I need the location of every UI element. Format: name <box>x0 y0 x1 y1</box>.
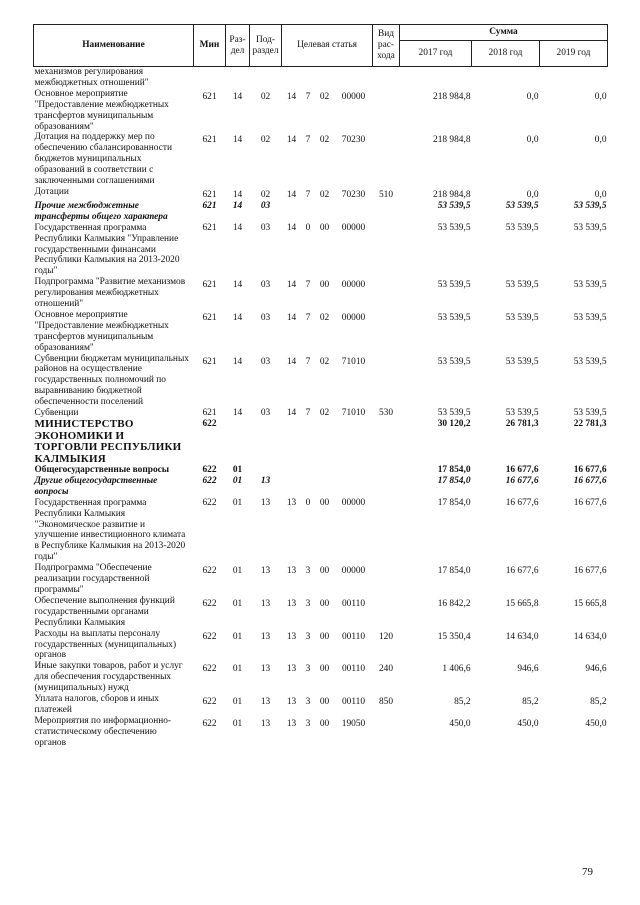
row-min: 621 <box>202 189 217 200</box>
row-min: 621 <box>202 135 217 146</box>
row-vid-rashoda <box>373 563 400 596</box>
row-min: 621 <box>202 280 217 291</box>
row-sum-2019 <box>540 67 608 89</box>
row-name: Дотация на поддержку мер по обеспечению сбалансированности бюджетов муниципальных образований в соответствии с заключенными соглашениями <box>34 132 172 187</box>
row-razdel: 01 <box>232 631 243 642</box>
row-cs-event: 00 <box>319 631 330 642</box>
row-sum-2018: 450,0 <box>517 718 539 729</box>
row-cs-program: 13 <box>286 497 297 508</box>
row-razdel: 01 <box>232 697 243 708</box>
row-cs-program <box>282 419 302 465</box>
header-summa: Сумма <box>400 25 608 41</box>
row-name: Дотации <box>34 186 69 197</box>
row-vid-rashoda: 240 <box>378 664 394 675</box>
row-min: 622 <box>202 631 217 642</box>
header-2018: 2018 год <box>472 41 540 67</box>
row-name: Прочие межбюджетные трансферты общего характера <box>34 200 168 222</box>
row-min <box>194 67 226 89</box>
row-min: 621 <box>202 408 217 419</box>
row-cs-direction: 70230 <box>341 189 366 200</box>
row-cs-event: 02 <box>319 356 330 367</box>
row-vid-rashoda <box>373 223 400 278</box>
row-cs-event: 02 <box>319 135 330 146</box>
row-name: Расходы на выплаты персоналу государственных (муниципальных) органов <box>34 628 177 661</box>
row-razdel <box>226 419 250 465</box>
row-vid-rashoda <box>373 310 400 354</box>
row-sum-2019: 53 539,5 <box>573 222 607 233</box>
row-cs-event: 00 <box>319 598 330 609</box>
table-row <box>34 310 608 354</box>
row-vid-rashoda <box>373 277 400 310</box>
row-podrazdel: 13 <box>260 566 271 577</box>
row-cs-direction: 71010 <box>341 408 366 419</box>
header-min: Мин <box>194 25 226 67</box>
row-podrazdel: 13 <box>260 664 271 675</box>
row-razdel: 01 <box>232 566 243 577</box>
row-cs-program <box>282 465 302 476</box>
row-min: 622 <box>202 465 217 475</box>
row-cs-direction: 00110 <box>341 664 366 675</box>
row-cs-direction <box>335 465 373 476</box>
row-sum-2017: 85,2 <box>454 697 471 708</box>
table-row <box>34 89 608 133</box>
row-sum-2019: 53 539,5 <box>573 280 607 291</box>
row-razdel: 14 <box>232 408 243 419</box>
row-razdel: 14 <box>232 222 243 233</box>
row-cs-program: 14 <box>286 91 297 102</box>
page-number: 79 <box>582 866 593 878</box>
row-cs-program: 14 <box>286 135 297 146</box>
header-2019: 2019 год <box>540 41 608 67</box>
row-podrazdel: 13 <box>260 497 271 508</box>
row-sum-2018: 53 539,5 <box>505 200 539 211</box>
row-min: 622 <box>202 598 217 609</box>
row-vid-rashoda <box>373 67 400 89</box>
row-sum-2018: 53 539,5 <box>505 356 539 367</box>
row-name: Уплата налогов, сборов и иных платежей <box>34 694 159 715</box>
row-razdel: 14 <box>232 91 243 102</box>
row-name: Мероприятия по информационно-статистическому обеспечению органов <box>34 715 172 748</box>
row-sum-2019: 0,0 <box>594 135 607 146</box>
row-cs-direction: 00000 <box>341 280 366 291</box>
row-cs-direction: 00110 <box>341 598 366 609</box>
row-cs-direction: 00000 <box>341 91 366 102</box>
row-sum-2018: 85,2 <box>522 697 539 708</box>
row-sum-2018: 53 539,5 <box>505 280 539 291</box>
row-cs-event <box>315 419 335 465</box>
row-cs-program <box>282 201 302 223</box>
row-razdel: 01 <box>232 664 243 675</box>
row-name: Подпрограмма "Развитие механизмов регулирования межбюджетных отношений" <box>34 277 186 310</box>
row-razdel: 01 <box>232 465 243 475</box>
row-name: МИНИСТЕРСТВО ЭКОНОМИКИ И ТОРГОВЛИ РЕСПУБЛИКИ КАЛМЫКИЯ <box>34 418 182 465</box>
table-row <box>34 716 608 749</box>
row-sum-2018: 53 539,5 <box>505 312 539 323</box>
row-razdel: 14 <box>232 280 243 291</box>
table-row <box>34 67 608 89</box>
row-cs-direction: 00000 <box>341 222 366 233</box>
table-row <box>34 201 608 223</box>
row-cs-direction: 00000 <box>341 497 366 508</box>
row-sum-2019: 16 677,6 <box>573 465 607 475</box>
row-cs-event: 00 <box>319 718 330 729</box>
row-cs-program: 13 <box>286 664 297 675</box>
row-cs-direction <box>335 419 373 465</box>
row-sum-2018 <box>472 67 540 89</box>
header-vid-rashoda: Вид рас- хода <box>373 25 400 67</box>
row-name: Субвенции <box>34 408 79 419</box>
row-cs-event: 02 <box>319 408 330 419</box>
row-podrazdel: 03 <box>260 312 271 323</box>
row-cs-direction <box>335 201 373 223</box>
row-cs-subprogram <box>302 476 315 498</box>
row-podrazdel: 02 <box>260 135 271 146</box>
row-cs-program: 13 <box>286 631 297 642</box>
row-cs-subprogram <box>302 201 315 223</box>
row-cs-program <box>282 476 302 498</box>
row-min: 622 <box>202 419 217 429</box>
row-sum-2018: 16 677,6 <box>505 497 539 508</box>
table-body <box>34 67 608 749</box>
row-sum-2018: 53 539,5 <box>505 222 539 233</box>
row-razdel: 01 <box>232 718 243 729</box>
table-row <box>34 563 608 596</box>
row-razdel: 14 <box>232 356 243 367</box>
row-razdel <box>226 67 250 89</box>
row-vid-rashoda <box>373 89 400 133</box>
row-sum-2017: 17 854,0 <box>437 497 471 508</box>
row-sum-2017: 53 539,5 <box>437 312 471 323</box>
header-name: Наименование <box>34 25 194 67</box>
row-sum-2019: 22 781,3 <box>573 419 607 429</box>
row-name: Общегосударственные вопросы <box>34 465 170 475</box>
row-cs-subprogram: 7 <box>305 91 311 102</box>
row-vid-rashoda: 510 <box>378 189 394 200</box>
table-row <box>34 596 608 629</box>
row-razdel: 14 <box>232 312 243 323</box>
row-name: Субвенции бюджетам муниципальных районов на осуществление государственных полномочий по выравниванию бюджетной обеспеченности поселений <box>34 353 189 408</box>
row-cs-subprogram: 7 <box>305 356 311 367</box>
row-min: 622 <box>202 475 217 486</box>
table-row <box>34 694 608 716</box>
row-podrazdel: 13 <box>260 697 271 708</box>
row-name: Другие общегосударственные вопросы <box>34 475 158 497</box>
row-cs-direction: 71010 <box>341 356 366 367</box>
row-min: 621 <box>202 91 217 102</box>
row-podrazdel: 03 <box>260 356 271 367</box>
row-cs-subprogram <box>302 67 315 89</box>
row-name: Государственная программа Республики Калмыкия "Управление государственными финансами Республики Калмыкия на 2013-2020 годы" <box>34 222 180 277</box>
row-sum-2017: 450,0 <box>449 718 471 729</box>
row-vid-rashoda <box>373 498 400 563</box>
row-cs-event: 02 <box>319 189 330 200</box>
row-cs-direction: 70230 <box>341 135 366 146</box>
row-sum-2019: 85,2 <box>590 697 607 708</box>
table-header <box>34 25 608 67</box>
row-cs-direction <box>335 67 373 89</box>
row-sum-2017: 15 350,4 <box>437 631 471 642</box>
row-sum-2019: 450,0 <box>585 718 607 729</box>
table-row <box>34 132 608 187</box>
row-cs-program: 14 <box>286 312 297 323</box>
row-cs-program: 14 <box>286 280 297 291</box>
row-cs-subprogram: 3 <box>305 566 311 577</box>
row-cs-subprogram: 7 <box>305 312 311 323</box>
row-name: Подпрограмма "Обеспечение реализации государственной программы" <box>34 563 152 595</box>
row-sum-2018: 0,0 <box>526 91 539 102</box>
row-podrazdel: 03 <box>260 222 271 233</box>
table-row <box>34 223 608 278</box>
row-sum-2019: 53 539,5 <box>573 312 607 323</box>
row-podrazdel: 13 <box>260 631 271 642</box>
row-name: Иные закупки товаров, работ и услуг для обеспечения государственных (муниципальных) нужд <box>34 661 183 694</box>
row-sum-2017: 17 854,0 <box>437 566 471 577</box>
row-razdel: 01 <box>232 475 243 486</box>
row-sum-2017: 30 120,2 <box>437 419 471 429</box>
header-podrazdel: Под- раздел <box>250 25 282 67</box>
row-vid-rashoda <box>373 354 400 409</box>
row-sum-2019: 53 539,5 <box>573 408 607 419</box>
row-sum-2019: 0,0 <box>594 189 607 200</box>
row-vid-rashoda <box>373 596 400 629</box>
table-row <box>34 187 608 201</box>
row-sum-2017: 53 539,5 <box>437 200 471 211</box>
row-cs-subprogram: 7 <box>305 189 311 200</box>
table-row <box>34 419 608 465</box>
row-min: 622 <box>202 718 217 729</box>
row-vid-rashoda <box>373 419 400 465</box>
row-sum-2019: 16 677,6 <box>573 566 607 577</box>
row-sum-2017: 17 854,0 <box>437 475 471 486</box>
row-cs-direction: 00110 <box>341 631 366 642</box>
row-cs-event: 00 <box>319 566 330 577</box>
row-cs-event <box>315 201 335 223</box>
row-vid-rashoda: 850 <box>378 697 394 708</box>
row-cs-event: 00 <box>319 497 330 508</box>
row-sum-2019: 946,6 <box>585 664 607 675</box>
row-podrazdel <box>250 67 282 89</box>
row-podrazdel: 02 <box>260 189 271 200</box>
table-row <box>34 465 608 476</box>
row-cs-event: 02 <box>319 312 330 323</box>
row-sum-2017: 1 406,6 <box>442 664 471 675</box>
row-name: механизмов регулирования межбюджетных отношений" <box>34 67 149 88</box>
row-cs-direction: 00110 <box>341 697 366 708</box>
row-vid-rashoda: 120 <box>378 631 394 642</box>
row-sum-2018: 16 677,6 <box>505 475 539 486</box>
row-cs-subprogram: 7 <box>305 280 311 291</box>
row-vid-rashoda <box>373 201 400 223</box>
row-sum-2017: 218 984,8 <box>433 91 471 102</box>
table-row <box>34 661 608 694</box>
budget-table <box>33 24 608 749</box>
row-min: 622 <box>202 664 217 675</box>
row-name: Государственная программа Республики Калмыкия "Экономическое развитие и улучшение инвестиционного климата в Республике Калмыкия на 2013-2020 годы" <box>34 497 186 563</box>
row-cs-program: 13 <box>286 697 297 708</box>
row-podrazdel: 13 <box>260 718 271 729</box>
row-min: 621 <box>202 222 217 233</box>
row-sum-2017: 53 539,5 <box>437 280 471 291</box>
row-cs-subprogram: 7 <box>305 135 311 146</box>
row-sum-2018: 26 781,3 <box>505 419 539 429</box>
row-min: 621 <box>202 200 217 211</box>
row-cs-direction <box>335 476 373 498</box>
row-podrazdel: 03 <box>260 408 271 419</box>
row-cs-event <box>315 476 335 498</box>
row-vid-rashoda <box>373 716 400 749</box>
row-vid-rashoda <box>373 465 400 476</box>
table-row <box>34 629 608 662</box>
row-cs-subprogram: 3 <box>305 631 311 642</box>
row-cs-direction: 00000 <box>341 566 366 577</box>
row-sum-2019: 16 677,6 <box>573 497 607 508</box>
row-sum-2018: 0,0 <box>526 189 539 200</box>
row-cs-event: 00 <box>319 222 330 233</box>
row-cs-subprogram: 3 <box>305 598 311 609</box>
row-cs-subprogram: 3 <box>305 718 311 729</box>
row-cs-event <box>315 465 335 476</box>
row-sum-2017: 218 984,8 <box>433 135 471 146</box>
row-sum-2018: 946,6 <box>517 664 539 675</box>
row-sum-2019: 53 539,5 <box>573 200 607 211</box>
row-name: Основное мероприятие "Предоставление межбюджетных трансфертов муниципальным образованиям" <box>34 88 169 132</box>
row-sum-2018: 14 634,0 <box>505 631 539 642</box>
row-cs-program <box>282 67 302 89</box>
row-sum-2018: 16 677,6 <box>505 465 539 475</box>
row-cs-event: 00 <box>319 697 330 708</box>
row-sum-2018: 16 677,6 <box>505 566 539 577</box>
row-podrazdel <box>250 419 282 465</box>
row-razdel: 14 <box>232 189 243 200</box>
row-sum-2019: 53 539,5 <box>573 356 607 367</box>
row-name: Обеспечение выполнения функций государственными органами Республики Калмыкия <box>34 595 175 628</box>
row-cs-program: 14 <box>286 222 297 233</box>
row-name: Основное мероприятие "Предоставление межбюджетных трансфертов муниципальным образованиям" <box>34 309 169 353</box>
row-min: 622 <box>202 566 217 577</box>
row-cs-subprogram <box>302 465 315 476</box>
row-cs-subprogram: 7 <box>305 408 311 419</box>
row-min: 622 <box>202 497 217 508</box>
header-razdel: Раз- дел <box>226 25 250 67</box>
row-cs-event: 00 <box>319 280 330 291</box>
row-sum-2017: 53 539,5 <box>437 408 471 419</box>
row-sum-2018: 15 665,8 <box>505 598 539 609</box>
table-row <box>34 277 608 310</box>
row-sum-2018: 53 539,5 <box>505 408 539 419</box>
row-cs-subprogram <box>302 419 315 465</box>
row-sum-2017: 53 539,5 <box>437 222 471 233</box>
row-cs-event: 00 <box>319 664 330 675</box>
row-podrazdel: 13 <box>260 598 271 609</box>
row-podrazdel: 02 <box>260 91 271 102</box>
row-cs-program: 13 <box>286 598 297 609</box>
table-row <box>34 354 608 409</box>
row-sum-2018: 0,0 <box>526 135 539 146</box>
row-sum-2017: 16 842,2 <box>437 598 471 609</box>
row-sum-2019: 14 634,0 <box>573 631 607 642</box>
row-min: 621 <box>202 312 217 323</box>
row-cs-subprogram: 0 <box>305 222 311 233</box>
row-sum-2019: 0,0 <box>594 91 607 102</box>
row-sum-2017: 17 854,0 <box>437 465 471 475</box>
row-sum-2019: 15 665,8 <box>573 598 607 609</box>
row-razdel: 14 <box>232 200 243 211</box>
row-cs-program: 13 <box>286 566 297 577</box>
row-sum-2017: 53 539,5 <box>437 356 471 367</box>
header-2017: 2017 год <box>400 41 472 67</box>
row-cs-event: 02 <box>319 91 330 102</box>
row-sum-2019: 16 677,6 <box>573 475 607 486</box>
row-cs-program: 13 <box>286 718 297 729</box>
row-cs-program: 14 <box>286 189 297 200</box>
row-podrazdel <box>250 465 282 476</box>
header-celevaya-statya: Целевая статья <box>282 25 373 67</box>
row-razdel: 14 <box>232 135 243 146</box>
row-cs-subprogram: 0 <box>305 497 311 508</box>
row-razdel: 01 <box>232 598 243 609</box>
table-row <box>34 476 608 498</box>
row-min: 622 <box>202 697 217 708</box>
row-podrazdel: 13 <box>260 475 271 486</box>
row-razdel: 01 <box>232 497 243 508</box>
row-cs-program: 14 <box>286 356 297 367</box>
row-cs-event <box>315 67 335 89</box>
row-vid-rashoda <box>373 132 400 187</box>
table-row <box>34 498 608 563</box>
row-cs-direction: 19050 <box>341 718 366 729</box>
row-cs-subprogram: 3 <box>305 664 311 675</box>
row-cs-subprogram: 3 <box>305 697 311 708</box>
row-sum-2017 <box>400 67 472 89</box>
row-sum-2017: 218 984,8 <box>433 189 471 200</box>
row-cs-direction: 00000 <box>341 312 366 323</box>
row-podrazdel: 03 <box>260 200 271 211</box>
row-podrazdel: 03 <box>260 280 271 291</box>
row-vid-rashoda: 530 <box>378 408 394 419</box>
row-min: 621 <box>202 356 217 367</box>
row-cs-program: 14 <box>286 408 297 419</box>
row-vid-rashoda <box>373 476 400 498</box>
